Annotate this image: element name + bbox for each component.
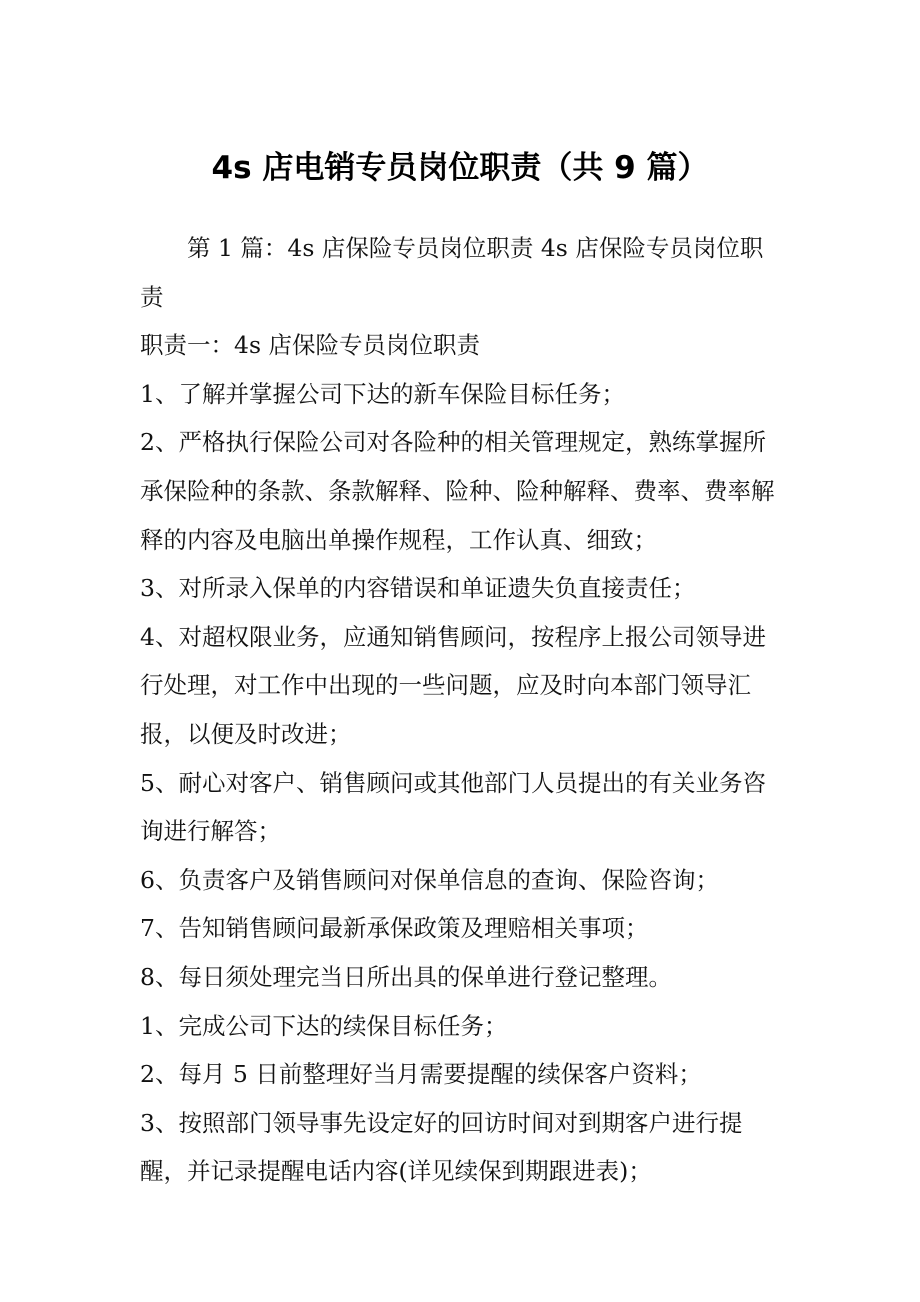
paragraph-duty-heading: 职责一：4s 店保险专员岗位职责 <box>140 331 480 360</box>
paragraph-item: 2、严格执行保险公司对各险种的相关管理规定，熟练掌握所承保险种的条款、条款解释、险种、险种解释、费率、费率解释的内容及电脑出单操作规程，工作认真、细致； <box>140 428 775 554</box>
paragraph-item: 6、负责客户及销售顾问对保单信息的查询、保险咨询； <box>140 865 719 894</box>
paragraph-item: 3、按照部门领导事先设定好的回访时间对到期客户进行提醒，并记录提醒电话内容(详见续保到期跟进表)； <box>140 1108 743 1186</box>
paragraph-item: 5、耐心对客户、销售顾问或其他部门人员提出的有关业务咨询进行解答； <box>140 768 766 846</box>
document-title: 4s 店电销专员岗位职责（共 9 篇） <box>211 150 709 186</box>
paragraph-item: 1、了解并掌握公司下达的新车保险目标任务； <box>140 379 625 408</box>
paragraph-item: 1、完成公司下达的续保目标任务； <box>140 1011 508 1040</box>
paragraph-item: 2、每月 5 日前整理好当月需要提醒的续保客户资料； <box>140 1060 702 1089</box>
paragraph-item: 7、告知销售顾问最新承保政策及理赔相关事项； <box>140 914 649 943</box>
document-body <box>140 224 780 1196</box>
paragraph-item: 3、对所录入保单的内容错误和单证遗失负直接责任； <box>140 574 696 603</box>
paragraph-intro: 第 1 篇：4s 店保险专员岗位职责 4s 店保险专员岗位职责 <box>140 234 764 311</box>
paragraph-item: 4、对超权限业务，应通知销售顾问，按程序上报公司领导进行处理，对工作中出现的一些问题，应及时向本部门领导汇报，以便及时改进； <box>140 622 766 748</box>
paragraph-item: 8、每日须处理完当日所出具的保单进行登记整理。 <box>140 962 672 991</box>
